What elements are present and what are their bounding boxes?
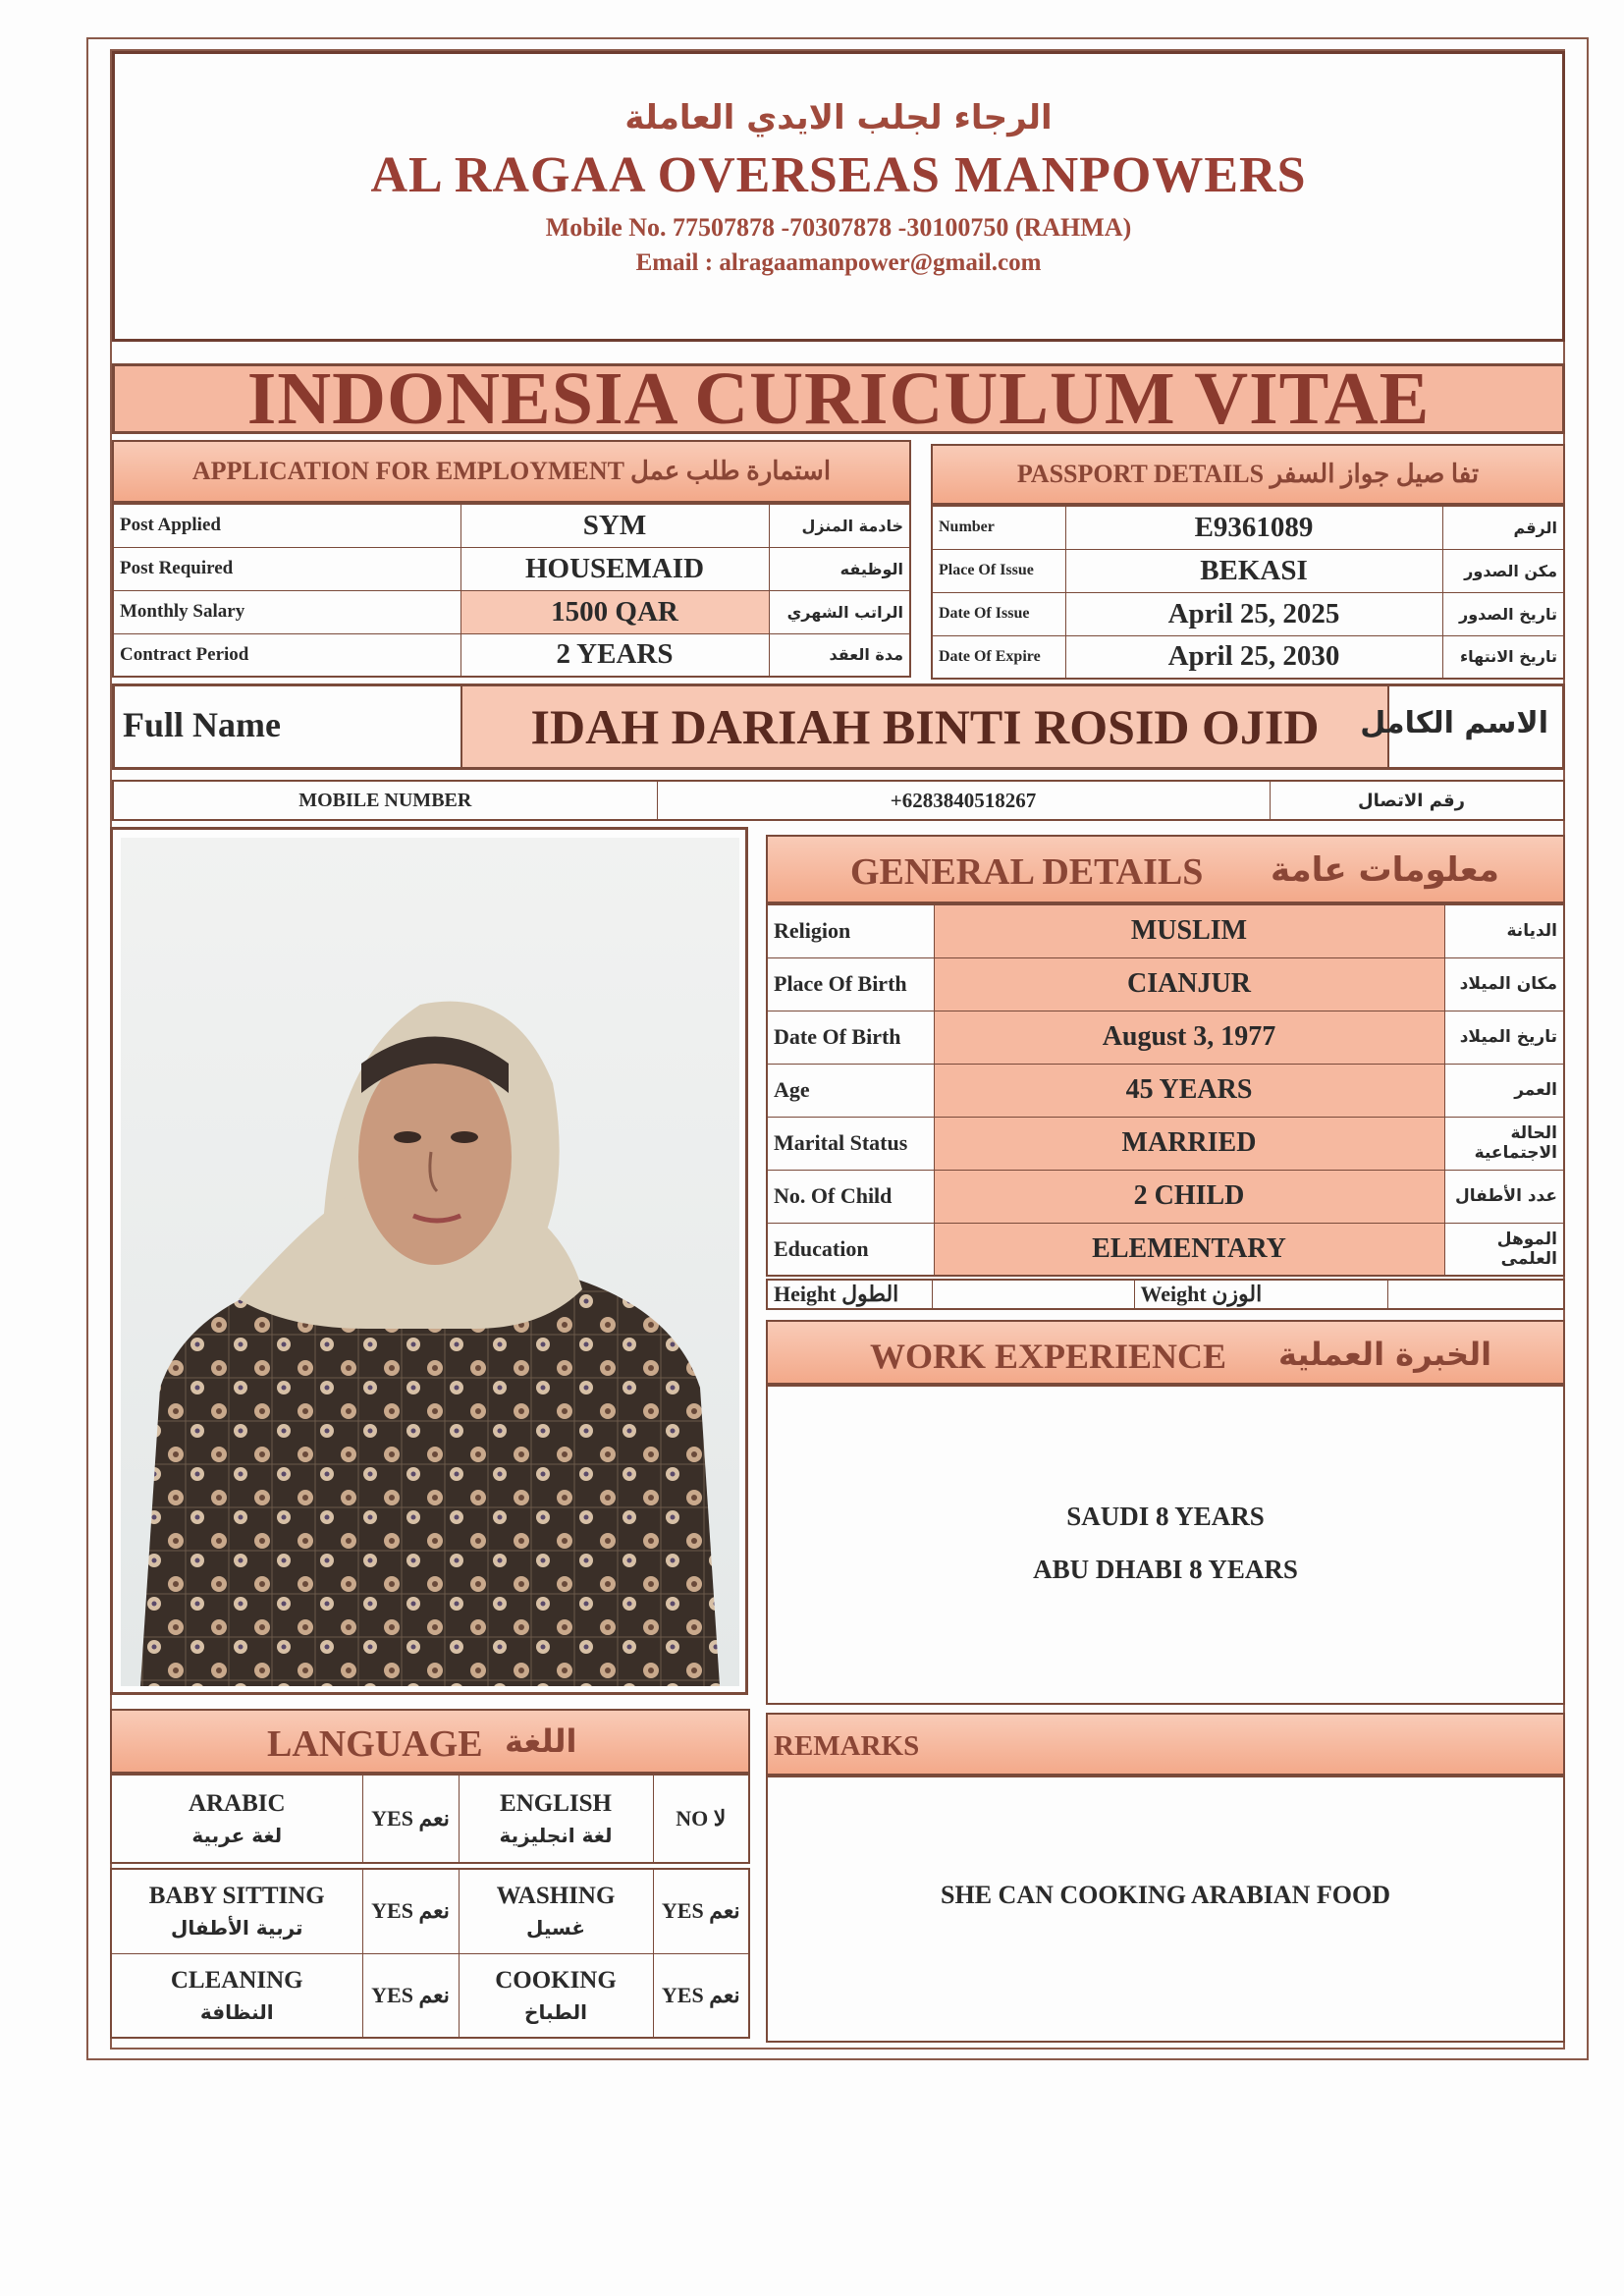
- passport-number-label: Number: [932, 506, 1065, 549]
- work-experience-title-ar: الخبرة العملية: [1278, 1336, 1492, 1373]
- work-experience-heading: [766, 1320, 1565, 1385]
- work-experience-title: WORK EXPERIENCE: [870, 1337, 1227, 1376]
- general-details-table: [766, 903, 1565, 1277]
- height-label: Height الطول: [767, 1280, 932, 1309]
- mobile-number-ar: رقم الاتصال: [1270, 781, 1564, 820]
- date-of-expire-value: April 25, 2030: [1065, 635, 1442, 679]
- post-applied-value: SYM: [460, 504, 769, 547]
- height-weight-row: [766, 1279, 1565, 1310]
- remarks-title: REMARKS: [774, 1730, 920, 1762]
- religion-ar: الديانة: [1444, 904, 1564, 957]
- place-of-birth-value: CIANJUR: [934, 957, 1444, 1011]
- washing-label: WASHING: [496, 1883, 616, 1910]
- education-label: Education: [767, 1223, 934, 1276]
- mobile-number-row: [112, 780, 1565, 821]
- place-of-birth-ar: مكان الميلاد: [1444, 957, 1564, 1011]
- children-label: No. Of Child: [767, 1170, 934, 1223]
- place-of-issue-ar: مكن الصدور: [1442, 549, 1564, 592]
- education-value: ELEMENTARY: [934, 1223, 1444, 1276]
- post-required-label: Post Required: [113, 547, 460, 590]
- passport-number-ar: الرقم: [1442, 506, 1564, 549]
- work-experience-line-1: SAUDI 8 YEARS: [1066, 1501, 1265, 1531]
- children-ar: عدد الأطفال: [1444, 1170, 1564, 1223]
- cooking-value: YES نعم: [653, 1953, 749, 2038]
- children-value: 2 CHILD: [934, 1170, 1444, 1223]
- photo-frame: [110, 827, 748, 1695]
- age-ar: العمر: [1444, 1064, 1564, 1117]
- general-details-title: GENERAL DETAILS: [850, 851, 1204, 893]
- document-title-bar: [112, 357, 1565, 440]
- marital-status-label: Marital Status: [767, 1117, 934, 1170]
- company-mobile: Mobile No. 77507878 -70307878 -30100750 (RAHMA): [545, 213, 1132, 242]
- place-of-issue-label: Place Of Issue: [932, 549, 1065, 592]
- work-experience-body: [766, 1385, 1565, 1705]
- general-details-heading: [766, 835, 1565, 903]
- full-name-ar: الاسم الكامل: [1360, 706, 1548, 740]
- washing-label-ar: غسيل: [525, 1916, 586, 1941]
- general-details-title-ar: معلومات عامة: [1271, 850, 1499, 890]
- language-title-ar: اللغة: [505, 1722, 577, 1760]
- date-of-birth-ar: تاريخ الميلاد: [1444, 1011, 1564, 1064]
- date-of-issue-ar: تاريخ الصدور: [1442, 592, 1564, 635]
- washing-skill: [459, 1869, 653, 1953]
- date-of-birth-value: August 3, 1977: [934, 1011, 1444, 1064]
- cleaning-label-ar: النظافة: [199, 1999, 274, 2024]
- cleaning-skill: [111, 1953, 362, 2038]
- candidate-photo: [121, 838, 739, 1686]
- company-name: AL RAGAA OVERSEAS MANPOWERS: [370, 146, 1307, 203]
- education-ar: الموهل العلمى: [1444, 1223, 1564, 1276]
- marital-status-value: MARRIED: [934, 1117, 1444, 1170]
- cooking-label: COOKING: [495, 1966, 617, 1994]
- age-value: 45 YEARS: [934, 1064, 1444, 1117]
- place-of-birth-label: Place Of Birth: [767, 957, 934, 1011]
- remarks-body: [766, 1776, 1565, 2043]
- weight-label: Weight الوزن: [1134, 1280, 1387, 1309]
- post-applied-label: Post Applied: [113, 504, 460, 547]
- letterhead: [112, 51, 1565, 342]
- company-email: Email : alragaamanpower@gmail.com: [635, 249, 1042, 276]
- cleaning-label: CLEANING: [170, 1966, 303, 1994]
- full-name-label: Full Name: [123, 705, 281, 744]
- monthly-salary-value: 1500 QAR: [460, 590, 769, 633]
- language-table: [110, 1774, 750, 1864]
- date-of-issue-label: Date Of Issue: [932, 592, 1065, 635]
- full-name-value: IDAH DARIAH BINTI ROSID OJID: [460, 686, 1389, 767]
- remarks-text: SHE CAN COOKING ARABIAN FOOD: [941, 1881, 1390, 1909]
- document-title: INDONESIA CURICULUM VITAE: [246, 357, 1431, 440]
- baby-sitting-label: BABY SITTING: [148, 1883, 325, 1910]
- baby-sitting-skill: [111, 1869, 362, 1953]
- skills-table: [110, 1868, 750, 2039]
- arabic-label-ar: لغة عربية: [191, 1824, 283, 1847]
- contract-period-label: Contract Period: [113, 633, 460, 677]
- age-label: Age: [767, 1064, 934, 1117]
- work-experience-line-2: ABU DHABI 8 YEARS: [1033, 1554, 1298, 1584]
- contract-period-value: 2 YEARS: [460, 633, 769, 677]
- full-name-row: [112, 683, 1565, 770]
- mobile-number-label: MOBILE NUMBER: [113, 781, 657, 820]
- english-label: ENGLISH: [500, 1790, 612, 1817]
- cooking-label-ar: الطباخ: [524, 1999, 587, 2024]
- height-value: [932, 1280, 1134, 1309]
- post-required-value: HOUSEMAID: [460, 547, 769, 590]
- date-of-issue-value: April 25, 2025: [1065, 592, 1442, 635]
- monthly-salary-label: Monthly Salary: [113, 590, 460, 633]
- baby-sitting-label-ar: تربية الأطفال: [170, 1916, 303, 1941]
- company-arabic-name: الرجاء لجلب الايدي العاملة: [624, 98, 1053, 137]
- post-required-ar: الوظيفه: [769, 547, 910, 590]
- remarks-heading: [766, 1713, 1565, 1776]
- mobile-number-value: +6283840518267: [657, 781, 1270, 820]
- religion-value: MUSLIM: [934, 904, 1444, 957]
- english-skill: [459, 1775, 653, 1863]
- language-title: LANGUAGE: [267, 1723, 483, 1765]
- place-of-issue-value: BEKASI: [1065, 549, 1442, 592]
- monthly-salary-ar: الراتب الشهري: [769, 590, 910, 633]
- date-of-expire-ar: تاريخ الانتهاء: [1442, 635, 1564, 679]
- arabic-skill: [111, 1775, 362, 1863]
- post-applied-ar: خادمة المنزل: [769, 504, 910, 547]
- arabic-value: YES نعم: [362, 1775, 459, 1863]
- language-heading: [110, 1709, 750, 1774]
- cleaning-value: YES نعم: [362, 1953, 459, 2038]
- passport-table: [931, 505, 1565, 680]
- marital-status-ar: الحالة الاجتماعية: [1444, 1117, 1564, 1170]
- cooking-skill: [459, 1953, 653, 2038]
- application-heading: APPLICATION FOR EMPLOYMENT استمارة طلب عمل: [112, 440, 911, 503]
- contract-period-ar: مدة العقد: [769, 633, 910, 677]
- english-value: NO لا: [653, 1775, 749, 1863]
- baby-sitting-value: YES نعم: [362, 1869, 459, 1953]
- english-label-ar: لغة انجليزية: [499, 1824, 613, 1847]
- passport-number-value: E9361089: [1065, 506, 1442, 549]
- passport-heading: PASSPORT DETAILS تفا صيل جواز السفر: [931, 444, 1565, 505]
- religion-label: Religion: [767, 904, 934, 957]
- date-of-birth-label: Date Of Birth: [767, 1011, 934, 1064]
- application-table: [112, 503, 911, 678]
- arabic-label: ARABIC: [188, 1790, 286, 1817]
- weight-value: [1387, 1280, 1564, 1309]
- date-of-expire-label: Date Of Expire: [932, 635, 1065, 679]
- washing-value: YES نعم: [653, 1869, 749, 1953]
